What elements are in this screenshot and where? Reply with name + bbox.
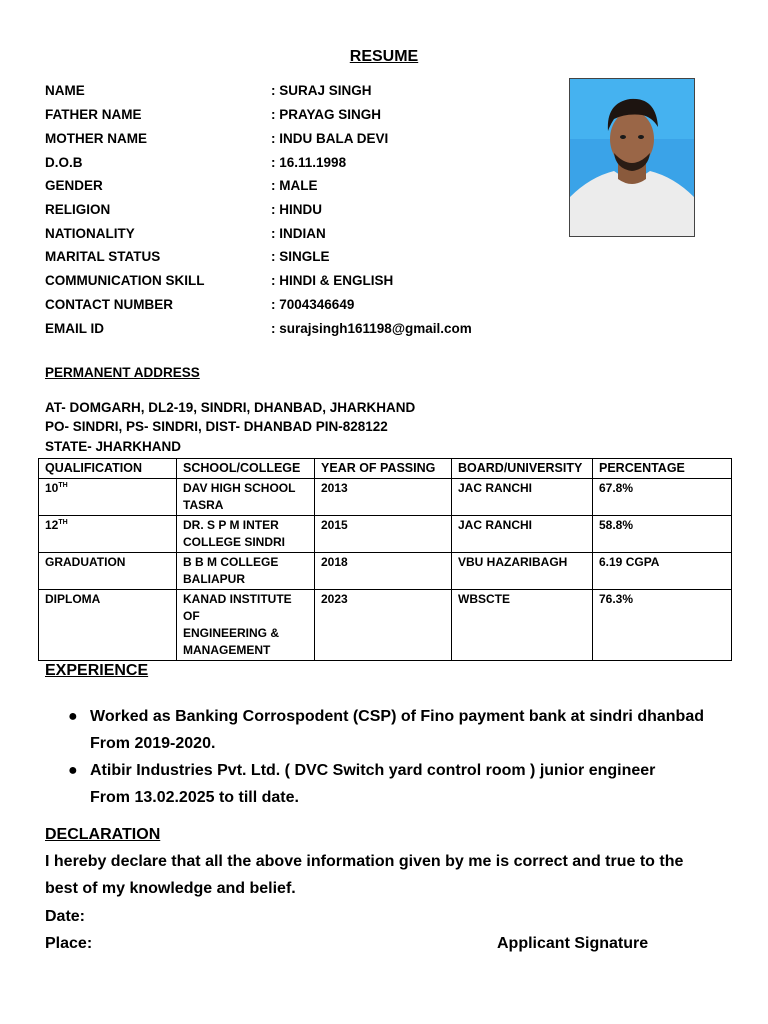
detail-value: : HINDU	[271, 202, 322, 217]
cell-year-of-passing: 2015	[315, 516, 452, 553]
experience-line: Worked as Banking Corrospodent (CSP) of Fino payment bank at sindri dhanbad	[90, 708, 704, 725]
address-line-3: STATE- JHARKHAND	[45, 439, 181, 454]
declaration-heading: DECLARATION	[45, 826, 161, 843]
cell-qualification	[39, 590, 177, 661]
cell-school-college	[177, 479, 315, 516]
cell-percentage: 76.3%	[593, 590, 732, 661]
qualification-suffix: TH	[58, 519, 68, 526]
cell-board-university: JAC RANCHI	[452, 479, 593, 516]
cell-percentage: 67.8%	[593, 479, 732, 516]
qualification-suffix: TH	[58, 482, 68, 489]
cell-board-university: VBU HAZARIBAGH	[452, 553, 593, 590]
education-row	[39, 479, 732, 516]
detail-label: NAME	[45, 83, 85, 98]
header-year-of-passing: YEAR OF PASSING	[315, 459, 452, 479]
detail-value: : HINDI & ENGLISH	[271, 273, 393, 288]
header-board-university: BOARD/UNIVERSITY	[452, 459, 593, 479]
detail-value: : 7004346649	[271, 297, 354, 312]
experience-line: Atibir Industries Pvt. Ltd. ( DVC Switch yard control room ) junior engineer	[90, 762, 656, 779]
cell-year-of-passing: 2023	[315, 590, 452, 661]
detail-label: GENDER	[45, 178, 103, 193]
qualification-text: 10	[45, 481, 59, 495]
cell-percentage: 58.8%	[593, 516, 732, 553]
experience-line: From 2019-2020.	[90, 735, 216, 752]
education-table	[38, 458, 732, 661]
detail-value: : 16.11.1998	[271, 155, 346, 170]
bullet-icon: ●	[68, 708, 78, 725]
school-line: MANAGEMENT	[183, 643, 271, 657]
qualification-text: GRADUATION	[45, 555, 126, 569]
experience-item	[45, 703, 745, 757]
address-line-2: PO- SINDRI, PS- SINDRI, DIST- DHANBAD PIN-828122	[45, 419, 388, 434]
header-percentage: PERCENTAGE	[593, 459, 732, 479]
resume-title: RESUME	[349, 48, 419, 65]
cell-percentage: 6.19 CGPA	[593, 553, 732, 590]
detail-label: MARITAL STATUS	[45, 249, 161, 264]
education-row	[39, 516, 732, 553]
person-photo-icon	[570, 79, 694, 236]
cell-board-university: JAC RANCHI	[452, 516, 593, 553]
school-line: ENGINEERING &	[183, 626, 280, 640]
experience-list	[45, 703, 745, 811]
school-line: DAV HIGH SCHOOL	[183, 481, 296, 495]
header-school-college: SCHOOL/COLLEGE	[177, 459, 315, 479]
cell-board-university: WBSCTE	[452, 590, 593, 661]
cell-qualification	[39, 553, 177, 590]
school-line: DR. S P M INTER	[183, 518, 279, 532]
cell-qualification	[39, 516, 177, 553]
qualification-text: 12	[45, 518, 59, 532]
cell-school-college	[177, 553, 315, 590]
experience-heading: EXPERIENCE	[45, 662, 149, 679]
detail-label: COMMUNICATION SKILL	[45, 273, 205, 288]
cell-qualification	[39, 479, 177, 516]
profile-photo	[569, 78, 695, 237]
cell-school-college	[177, 516, 315, 553]
detail-value: : INDU BALA DEVI	[271, 131, 388, 146]
cell-year-of-passing: 2018	[315, 553, 452, 590]
detail-label: MOTHER NAME	[45, 131, 147, 146]
bullet-icon: ●	[68, 762, 78, 779]
detail-label: RELIGION	[45, 202, 111, 217]
cell-school-college	[177, 590, 315, 661]
place-label: Place:	[45, 935, 93, 952]
permanent-address-heading: PERMANENT ADDRESS	[45, 365, 200, 380]
declaration-text-line-2: best of my knowledge and belief.	[45, 880, 296, 897]
detail-value: : SURAJ SINGH	[271, 83, 372, 98]
school-line: B B M COLLEGE	[183, 555, 279, 569]
education-header-row	[39, 459, 732, 479]
header-qualification: QUALIFICATION	[39, 459, 177, 479]
detail-label: NATIONALITY	[45, 226, 135, 241]
date-label: Date:	[45, 908, 86, 925]
school-line: COLLEGE SINDRI	[183, 535, 286, 549]
detail-label: FATHER NAME	[45, 107, 142, 122]
applicant-signature-label: Applicant Signature	[497, 935, 649, 952]
school-line: TASRA	[183, 498, 224, 512]
declaration-text-line-1: I hereby declare that all the above information given by me is correct and true to the	[45, 853, 684, 870]
experience-line: From 13.02.2025 to till date.	[90, 789, 299, 806]
school-line: KANAD INSTITUTE OF	[183, 592, 292, 623]
cell-year-of-passing: 2013	[315, 479, 452, 516]
detail-value: : surajsingh161198@gmail.com	[271, 321, 472, 336]
detail-value: : PRAYAG SINGH	[271, 107, 381, 122]
detail-value: : SINGLE	[271, 249, 330, 264]
education-row	[39, 590, 732, 661]
experience-item	[45, 757, 745, 811]
address-line-1: AT- DOMGARH, DL2-19, SINDRI, DHANBAD, JHARKHAND	[45, 400, 416, 415]
detail-label: CONTACT NUMBER	[45, 297, 173, 312]
education-row	[39, 553, 732, 590]
detail-value: : INDIAN	[271, 226, 326, 241]
detail-label: EMAIL ID	[45, 321, 105, 336]
school-line: BALIAPUR	[183, 572, 245, 586]
detail-label: D.O.B	[45, 155, 83, 170]
detail-value: : MALE	[271, 178, 318, 193]
qualification-text: DIPLOMA	[45, 592, 101, 606]
